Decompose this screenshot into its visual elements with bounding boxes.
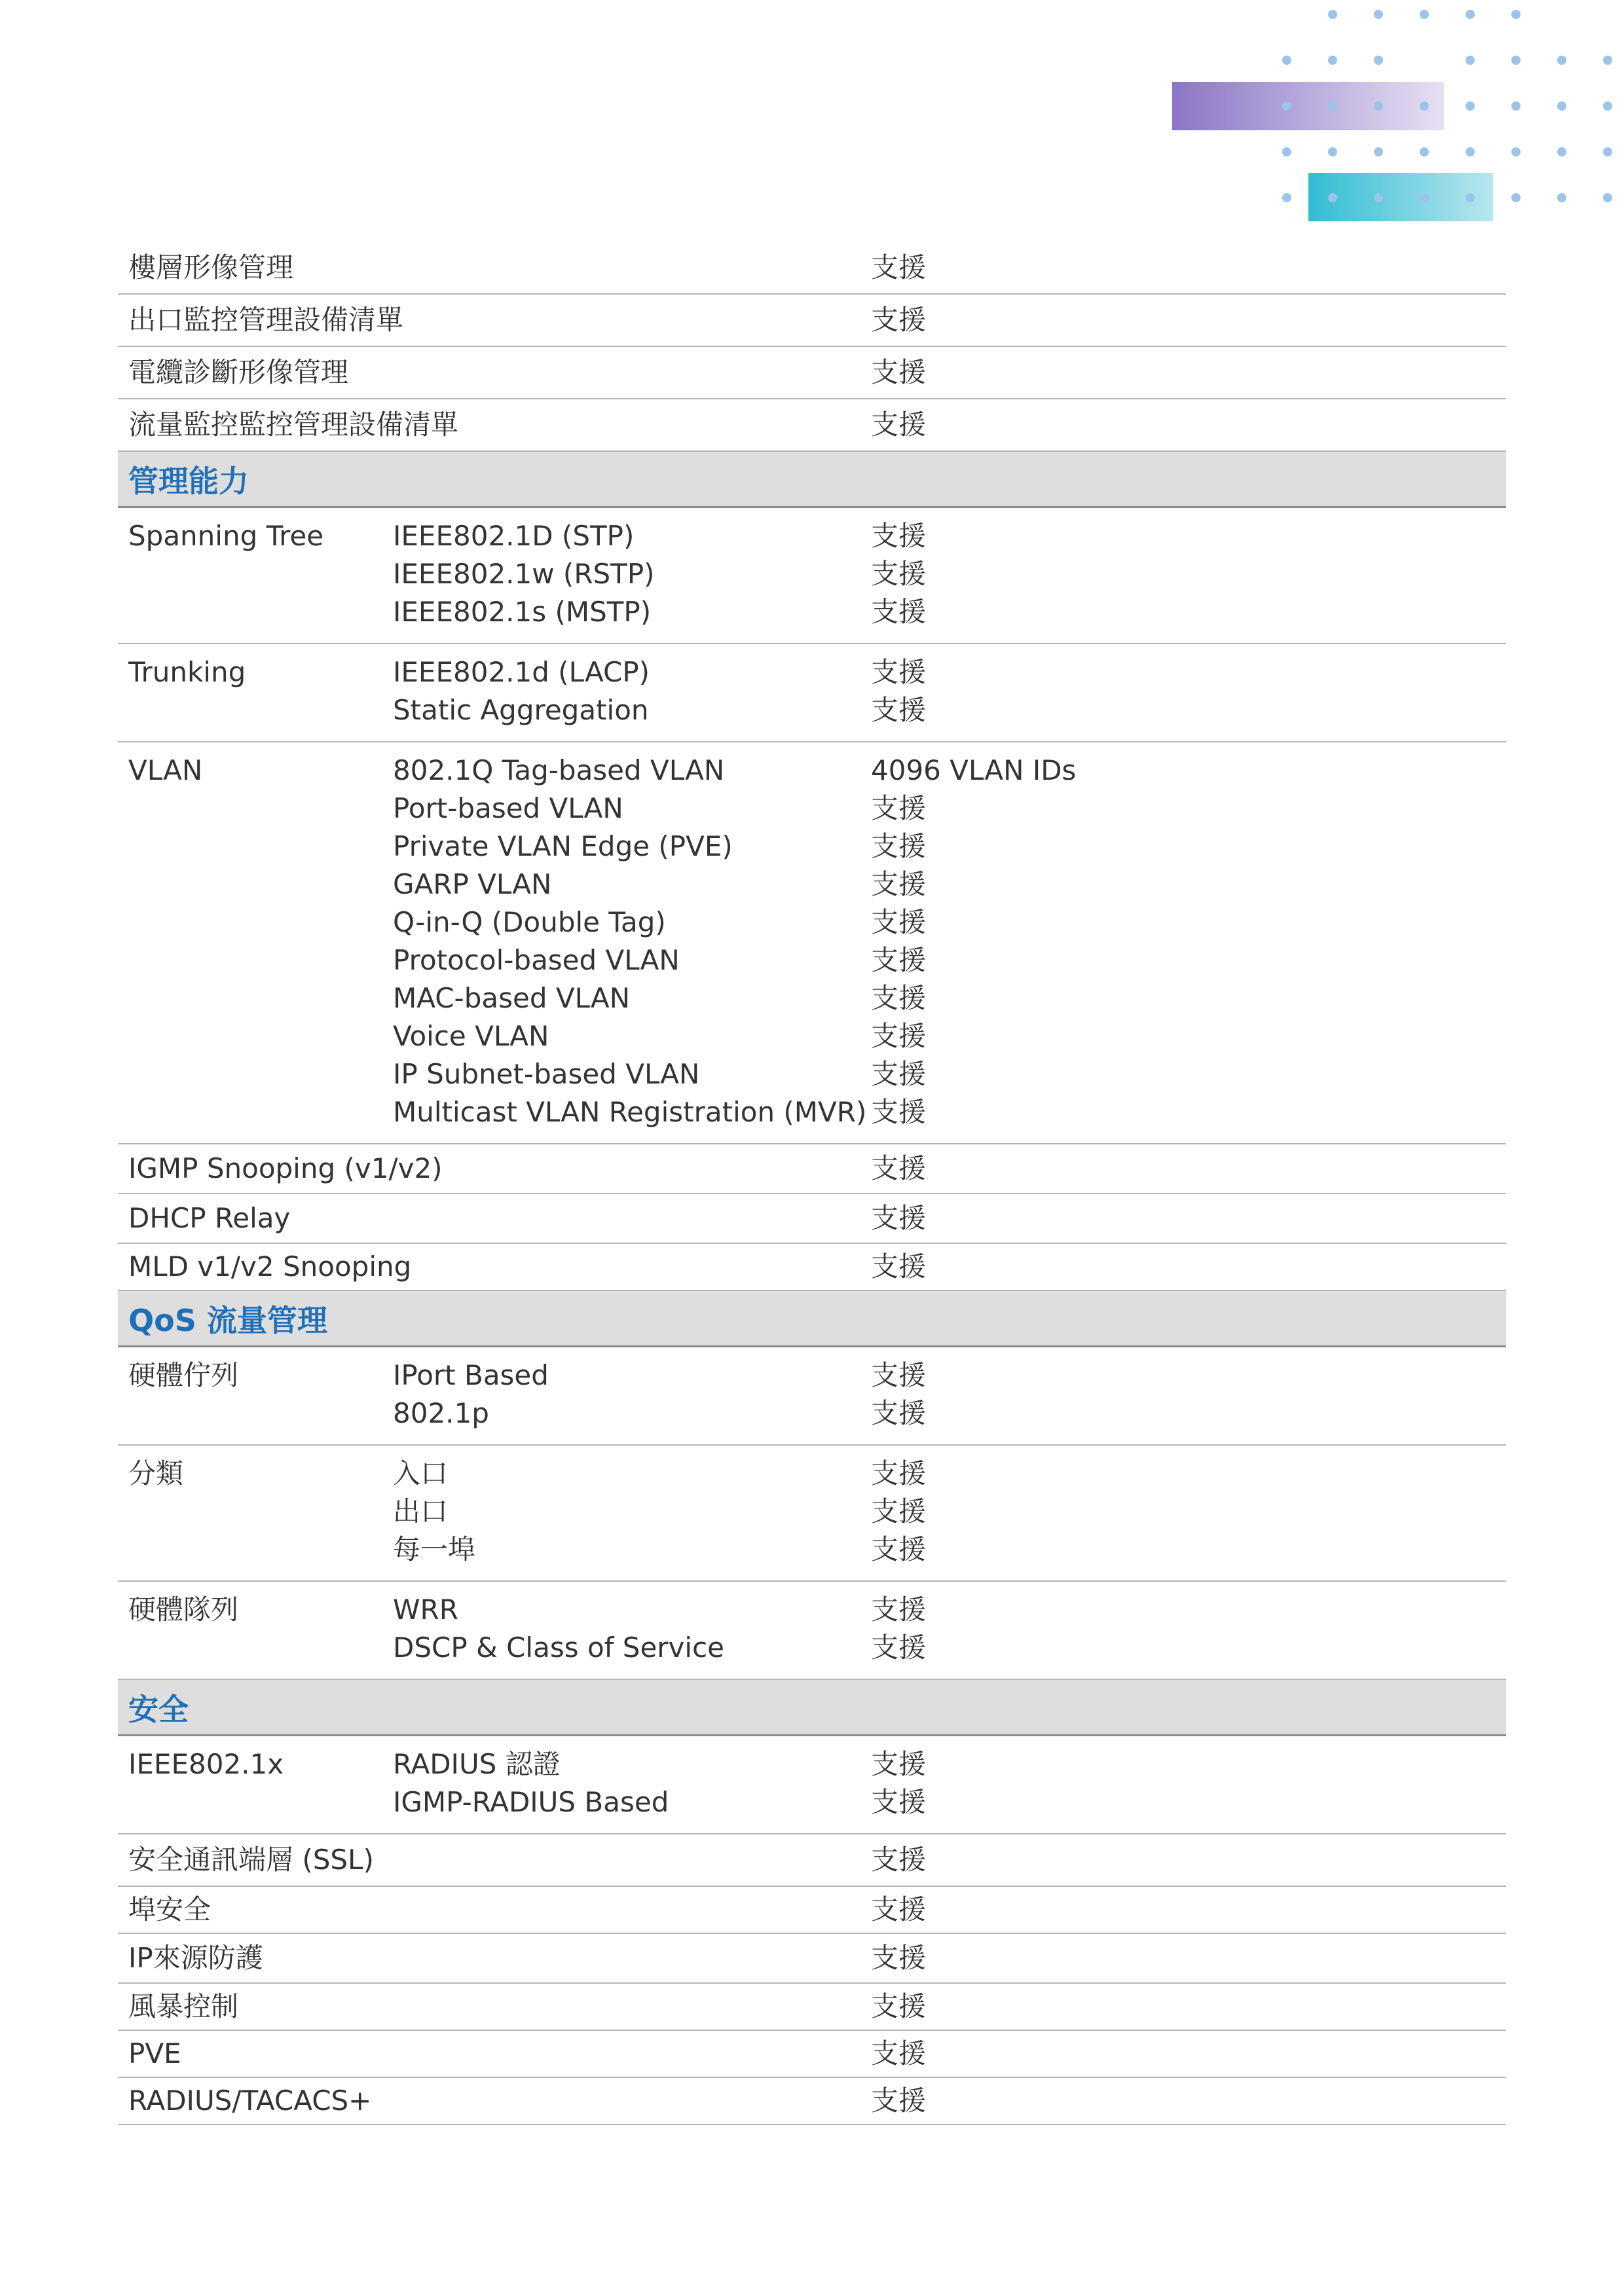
- row-value: 支援: [871, 1250, 927, 1283]
- row-label: 樓層形像管理: [128, 251, 294, 283]
- sub-value: 支援: [871, 982, 927, 1014]
- section-title: 管理能力: [128, 463, 249, 499]
- section-header-qos: [118, 1291, 1506, 1347]
- sub-item: IGMP-RADIUS Based: [393, 1786, 669, 1818]
- table-row-group: [118, 1446, 1506, 1582]
- row-label: 風暴控制: [128, 1990, 239, 2022]
- decorative-dot: [1557, 193, 1566, 202]
- decorative-dot: [1511, 101, 1521, 111]
- sub-value: 支援: [871, 1594, 927, 1626]
- sub-item: Multicast VLAN Registration (MVR): [393, 1096, 867, 1128]
- decorative-dot: [1328, 56, 1337, 65]
- row-value: 支援: [871, 1990, 927, 2022]
- decorative-dot: [1511, 147, 1521, 156]
- sub-value: 支援: [871, 906, 927, 938]
- sub-item: 入口: [393, 1457, 449, 1489]
- sub-item: IEEE802.1w (RSTP): [393, 558, 655, 590]
- sub-value: 支援: [871, 596, 927, 628]
- decorative-dot: [1328, 10, 1337, 19]
- row-value: 支援: [871, 356, 927, 388]
- group-label: IEEE802.1x: [128, 1748, 284, 1780]
- decorative-dot: [1603, 56, 1612, 65]
- decorative-dot: [1282, 56, 1291, 65]
- table-row-group: [118, 742, 1506, 1144]
- table-row: [118, 1244, 1506, 1291]
- sub-value: 支援: [871, 1058, 927, 1090]
- table-row: [118, 347, 1506, 399]
- sub-value: 支援: [871, 792, 927, 824]
- decorative-dot: [1603, 101, 1612, 111]
- table-row: [118, 2078, 1506, 2125]
- sub-item: IEEE802.1d (LACP): [393, 656, 650, 688]
- decorative-dot: [1328, 101, 1337, 111]
- sub-value: 支援: [871, 1359, 927, 1391]
- row-value: 支援: [871, 251, 927, 283]
- row-label: RADIUS/TACACS+: [128, 2085, 372, 2117]
- decorative-dot: [1557, 56, 1566, 65]
- sub-item: DSCP & Class of Service: [393, 1631, 725, 1664]
- table-row-group: [118, 644, 1506, 742]
- sub-item: IEEE802.1s (MSTP): [393, 596, 652, 628]
- sub-value: 4096 VLAN IDs: [871, 754, 1077, 786]
- table-row: [118, 1834, 1506, 1887]
- row-value: 支援: [871, 1844, 927, 1876]
- row-label: PVE: [128, 2037, 181, 2069]
- row-value: 支援: [871, 2037, 927, 2069]
- group-label: VLAN: [128, 754, 203, 786]
- table-row: [118, 1984, 1506, 2031]
- decorative-dot: [1420, 193, 1429, 202]
- sub-item: Voice VLAN: [393, 1020, 549, 1052]
- table-row-group: [118, 1582, 1506, 1680]
- sub-item: 出口: [393, 1495, 449, 1527]
- sub-item: Q-in-Q (Double Tag): [393, 906, 666, 938]
- table-row: [118, 399, 1506, 452]
- decorative-dot: [1466, 101, 1475, 111]
- row-label: DHCP Relay: [128, 1202, 291, 1234]
- decorative-dot: [1466, 10, 1475, 19]
- sub-value: 支援: [871, 694, 927, 726]
- sub-value: 支援: [871, 1786, 927, 1818]
- decorative-dot: [1420, 10, 1429, 19]
- sub-item: Private VLAN Edge (PVE): [393, 830, 733, 862]
- sub-item: 802.1p: [393, 1397, 489, 1429]
- decorative-dot: [1282, 193, 1291, 202]
- table-row-group: [118, 1736, 1506, 1834]
- decorative-dot: [1511, 10, 1521, 19]
- sub-item: Port-based VLAN: [393, 792, 623, 824]
- row-label: 電纜診斷形像管理: [128, 356, 349, 388]
- sub-item: 每一埠: [393, 1533, 476, 1565]
- decorative-dot: [1466, 147, 1475, 156]
- group-label: Trunking: [128, 656, 246, 688]
- row-label: IGMP Snooping (v1/v2): [128, 1152, 443, 1184]
- decorative-dot: [1374, 10, 1383, 19]
- group-label: Spanning Tree: [128, 520, 324, 552]
- sub-value: 支援: [871, 1748, 927, 1780]
- sub-value: 支援: [871, 1457, 927, 1489]
- header-decoration: [0, 0, 1624, 236]
- row-value: 支援: [871, 409, 927, 441]
- row-label: IP來源防護: [128, 1942, 263, 1974]
- section-title: 安全: [128, 1691, 189, 1727]
- sub-value: 支援: [871, 1020, 927, 1052]
- row-label: 出口監控管理設備清單: [128, 304, 404, 336]
- spec-table: [118, 242, 1506, 2125]
- sub-value: 支援: [871, 656, 927, 688]
- decorative-dot: [1466, 193, 1475, 202]
- decorative-dot: [1420, 101, 1429, 111]
- row-value: 支援: [871, 1152, 927, 1184]
- sub-item: WRR: [393, 1594, 458, 1626]
- decorative-dot: [1328, 193, 1337, 202]
- group-label: 分類: [128, 1457, 184, 1489]
- decorative-dot: [1374, 56, 1383, 65]
- decorative-dot: [1374, 147, 1383, 156]
- sub-item: 802.1Q Tag-based VLAN: [393, 754, 725, 786]
- row-value: 支援: [871, 1942, 927, 1974]
- decorative-dot: [1511, 56, 1521, 65]
- sub-value: 支援: [871, 830, 927, 862]
- sub-value: 支援: [871, 1533, 927, 1565]
- sub-item: Protocol-based VLAN: [393, 944, 680, 976]
- table-row: [118, 1934, 1506, 1984]
- sub-value: 支援: [871, 1631, 927, 1664]
- sub-value: 支援: [871, 868, 927, 900]
- table-row: [118, 1887, 1506, 1934]
- group-label: 硬體隊列: [128, 1594, 239, 1626]
- sub-item: GARP VLAN: [393, 868, 552, 900]
- table-row: [118, 1144, 1506, 1194]
- decorative-dot: [1557, 147, 1566, 156]
- decorative-dot: [1374, 193, 1383, 202]
- section-title: QoS 流量管理: [128, 1302, 327, 1338]
- table-row: [118, 2031, 1506, 2078]
- sub-item: IP Subnet-based VLAN: [393, 1058, 700, 1090]
- section-header-security: [118, 1680, 1506, 1736]
- decorative-dot: [1603, 193, 1612, 202]
- decorative-dot: [1420, 147, 1429, 156]
- decorative-dot: [1282, 101, 1291, 111]
- decorative-dot: [1374, 101, 1383, 111]
- table-row-group: [118, 1347, 1506, 1446]
- sub-item: Static Aggregation: [393, 694, 649, 726]
- group-label: 硬體佇列: [128, 1359, 239, 1391]
- sub-item: RADIUS 認證: [393, 1748, 561, 1780]
- sub-item: IEEE802.1D (STP): [393, 520, 635, 552]
- sub-value: 支援: [871, 1397, 927, 1429]
- row-value: 支援: [871, 2085, 927, 2117]
- decorative-dot: [1557, 101, 1566, 111]
- row-value: 支援: [871, 1893, 927, 1925]
- row-label: 埠安全: [128, 1893, 212, 1925]
- sub-item: IPort Based: [393, 1359, 549, 1391]
- sub-value: 支援: [871, 944, 927, 976]
- decorative-dot: [1603, 147, 1612, 156]
- section-header-management: [118, 452, 1506, 508]
- decorative-dot: [1328, 147, 1337, 156]
- table-row: [118, 1194, 1506, 1244]
- sub-value: 支援: [871, 1495, 927, 1527]
- sub-value: 支援: [871, 1096, 927, 1128]
- decorative-dot: [1282, 147, 1291, 156]
- row-label: 安全通訊端層 (SSL): [128, 1844, 374, 1876]
- table-row: [118, 242, 1506, 295]
- table-row-group: [118, 508, 1506, 644]
- sub-value: 支援: [871, 520, 927, 552]
- row-value: 支援: [871, 1202, 927, 1234]
- decorative-dot: [1511, 193, 1521, 202]
- row-label: MLD v1/v2 Snooping: [128, 1250, 412, 1283]
- purple-gradient-bar: [1172, 82, 1444, 130]
- row-label: 流量監控監控管理設備清單: [128, 409, 459, 441]
- table-row: [118, 295, 1506, 347]
- sub-item: MAC-based VLAN: [393, 982, 631, 1014]
- row-value: 支援: [871, 304, 927, 336]
- decorative-dot: [1466, 56, 1475, 65]
- sub-value: 支援: [871, 558, 927, 590]
